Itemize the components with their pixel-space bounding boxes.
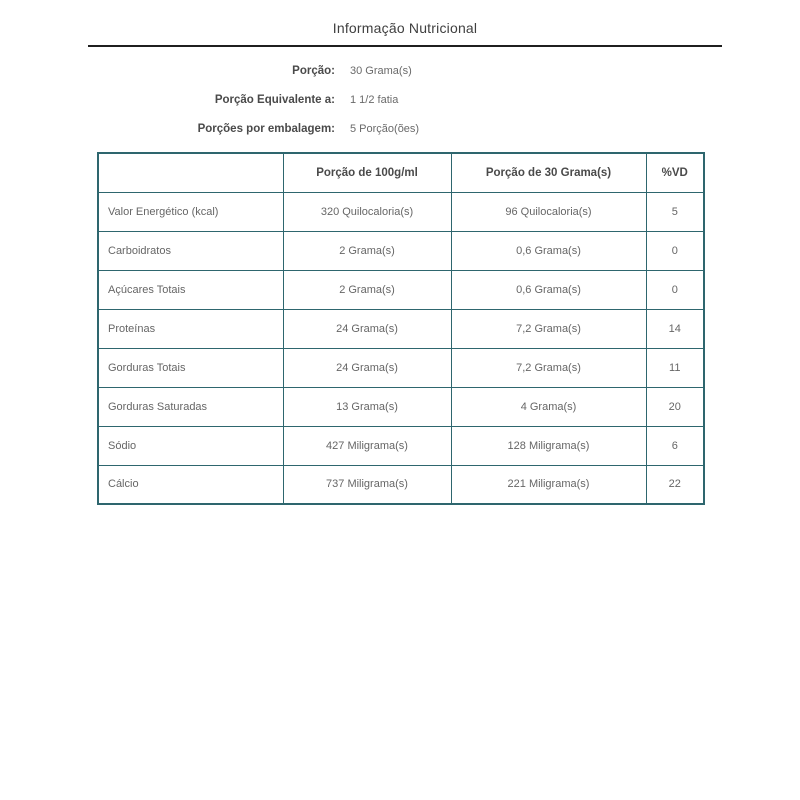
value-vd: 6 <box>646 426 704 465</box>
nutrient-name: Gorduras Saturadas <box>98 387 283 426</box>
nutrient-name: Valor Energético (kcal) <box>98 192 283 231</box>
nutrient-name: Cálcio <box>98 465 283 504</box>
value-per-100: 737 Miligrama(s) <box>283 465 451 504</box>
header-per-serving: Porção de 30 Grama(s) <box>451 153 646 192</box>
serving-label: Porção: <box>292 65 335 77</box>
value-per-100: 320 Quilocaloria(s) <box>283 192 451 231</box>
table-row <box>98 465 704 504</box>
value-vd: 5 <box>646 192 704 231</box>
value-per-100: 24 Grama(s) <box>283 309 451 348</box>
value-per-100: 24 Grama(s) <box>283 348 451 387</box>
nutrient-name: Carboidratos <box>98 231 283 270</box>
serving-row-per-package <box>88 123 722 138</box>
nutrient-name: Gorduras Totais <box>98 348 283 387</box>
serving-value: 5 Porção(ões) <box>350 123 420 135</box>
value-vd: 14 <box>646 309 704 348</box>
value-per-serving: 0,6 Grama(s) <box>451 270 646 309</box>
page-title: Informação Nutricional <box>332 20 478 36</box>
serving-info <box>88 65 722 138</box>
value-per-serving: 0,6 Grama(s) <box>451 231 646 270</box>
value-per-100: 2 Grama(s) <box>283 231 451 270</box>
title-rule <box>88 45 722 47</box>
table-row <box>98 231 704 270</box>
serving-row-equivalent <box>88 94 722 109</box>
value-per-serving: 7,2 Grama(s) <box>451 309 646 348</box>
header-per-100: Porção de 100g/ml <box>283 153 451 192</box>
nutrition-label-content <box>88 0 722 505</box>
table-row <box>98 192 704 231</box>
nutrition-table <box>97 152 705 505</box>
value-vd: 22 <box>646 465 704 504</box>
table-header-row <box>98 153 704 192</box>
nutrient-name: Açúcares Totais <box>98 270 283 309</box>
serving-row-portion <box>88 65 722 80</box>
value-vd: 20 <box>646 387 704 426</box>
value-per-serving: 4 Grama(s) <box>451 387 646 426</box>
value-vd: 0 <box>646 270 704 309</box>
value-per-100: 13 Grama(s) <box>283 387 451 426</box>
value-vd: 0 <box>646 231 704 270</box>
table-row <box>98 426 704 465</box>
serving-value: 1 1/2 fatia <box>350 94 399 106</box>
table-row <box>98 387 704 426</box>
header-vd: %VD <box>646 153 704 192</box>
table-row <box>98 270 704 309</box>
value-per-100: 427 Miligrama(s) <box>283 426 451 465</box>
value-per-serving: 96 Quilocaloria(s) <box>451 192 646 231</box>
table-row <box>98 309 704 348</box>
value-per-serving: 128 Miligrama(s) <box>451 426 646 465</box>
header-nutrient <box>98 153 283 192</box>
serving-value: 30 Grama(s) <box>350 65 412 77</box>
value-vd: 11 <box>646 348 704 387</box>
serving-label: Porção Equivalente a: <box>214 94 335 106</box>
value-per-serving: 7,2 Grama(s) <box>451 348 646 387</box>
value-per-serving: 221 Miligrama(s) <box>451 465 646 504</box>
table-row <box>98 348 704 387</box>
serving-label: Porções por embalagem: <box>197 123 335 135</box>
nutrient-name: Proteínas <box>98 309 283 348</box>
value-per-100: 2 Grama(s) <box>283 270 451 309</box>
nutrient-name: Sódio <box>98 426 283 465</box>
